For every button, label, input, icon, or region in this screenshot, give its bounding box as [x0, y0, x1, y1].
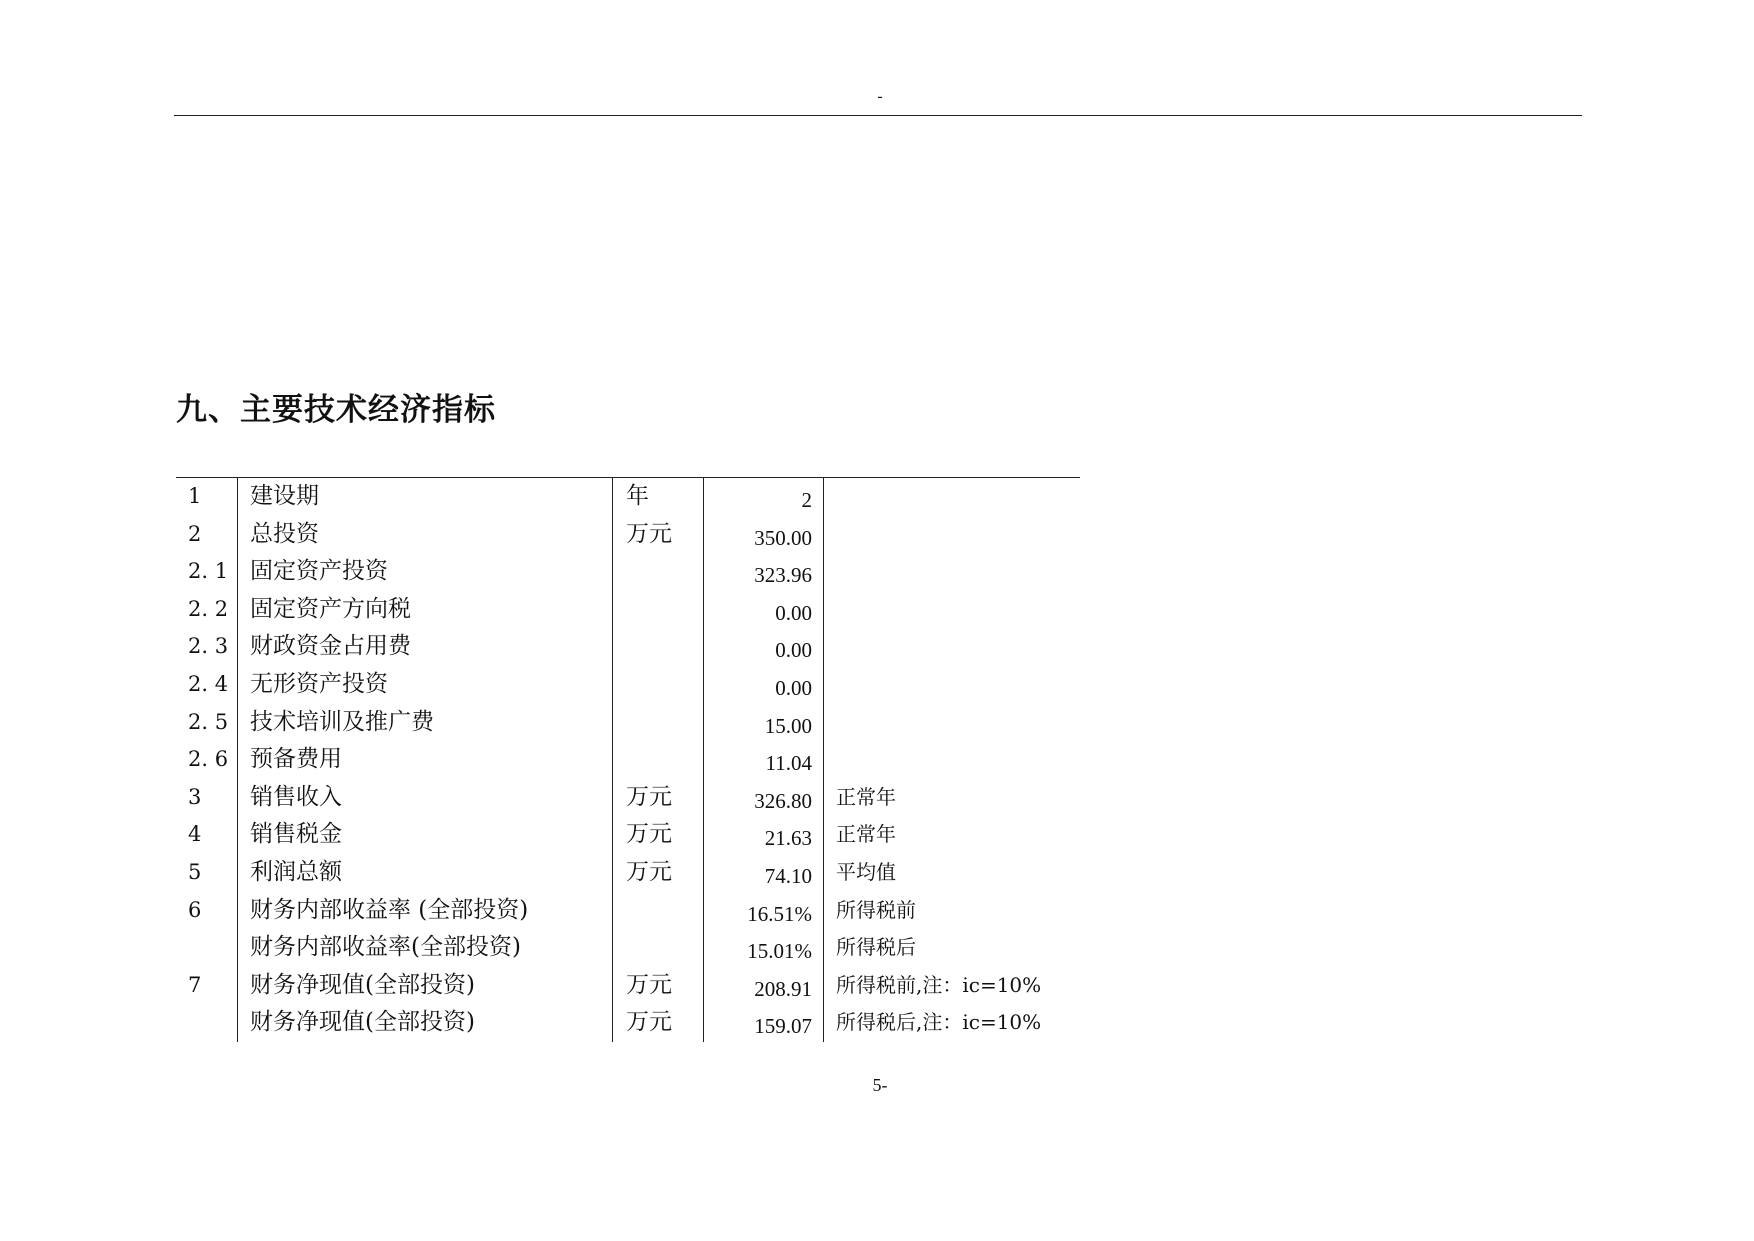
note: 所得税后,注：ic=10%	[836, 1010, 1042, 1035]
table-row	[176, 816, 1080, 854]
table-row	[176, 741, 1080, 779]
row-number: 2. 6	[188, 747, 229, 772]
unit: 万元	[626, 858, 672, 885]
indicator-name: 固定资产投资	[250, 558, 388, 585]
table-row	[176, 929, 1080, 967]
row-number: 3	[188, 784, 202, 809]
indicator-name: 销售税金	[250, 821, 342, 848]
note: 平均值	[836, 859, 896, 884]
unit: 万元	[626, 520, 672, 547]
page-header-mark: -	[877, 88, 883, 105]
table-row	[176, 779, 1080, 817]
note: 所得税前	[836, 897, 916, 922]
value: 16.51%	[747, 901, 812, 926]
indicator-name: 技术培训及推广费	[250, 708, 434, 735]
indicator-table	[176, 478, 1080, 1042]
page-number: 5-	[872, 1075, 888, 1095]
note: 所得税前,注：ic=10%	[836, 972, 1042, 997]
row-number: 2. 4	[188, 671, 229, 696]
row-number: 2. 5	[188, 709, 229, 734]
value: 0.00	[775, 675, 812, 700]
value: 11.04	[765, 751, 812, 776]
table-row	[176, 516, 1080, 554]
section-title: 九、主要技术经济指标	[176, 392, 496, 428]
table-row	[176, 854, 1080, 892]
table-row	[176, 892, 1080, 930]
indicator-name: 固定资产方向税	[250, 595, 411, 622]
table-row	[176, 553, 1080, 591]
value: 2	[801, 488, 812, 512]
value: 208.91	[754, 976, 812, 1001]
note: 正常年	[836, 784, 896, 809]
row-number: 1	[188, 484, 202, 508]
row-number: 5	[188, 859, 202, 884]
row-number: 2	[188, 521, 202, 546]
value: 0.00	[775, 600, 812, 625]
row-number: 2. 3	[188, 634, 229, 659]
row-number: 4	[188, 822, 202, 847]
value: 323.96	[754, 563, 812, 588]
unit: 年	[626, 483, 649, 509]
table-row	[176, 591, 1080, 629]
unit: 万元	[626, 821, 672, 848]
value: 350.00	[754, 525, 812, 550]
indicator-name: 建设期	[250, 483, 319, 509]
indicator-name: 财务内部收益率 (全部投资)	[250, 896, 529, 923]
value: 0.00	[775, 638, 812, 663]
table-row	[176, 967, 1080, 1005]
row-number: 6	[188, 897, 202, 922]
indicator-name: 总投资	[250, 520, 319, 547]
table-row	[176, 478, 1080, 516]
table-row	[176, 666, 1080, 704]
value: 159.07	[754, 1014, 812, 1039]
indicator-name: 财务内部收益率(全部投资)	[250, 934, 521, 961]
row-number: 2. 2	[188, 596, 229, 621]
value: 15.00	[764, 713, 812, 738]
value: 15.01%	[747, 939, 812, 964]
indicator-name: 财务净现值(全部投资)	[250, 1009, 475, 1036]
indicator-name: 销售收入	[250, 783, 342, 810]
unit: 万元	[626, 1009, 672, 1036]
value: 74.10	[764, 863, 812, 888]
value: 326.80	[754, 788, 812, 813]
header-rule	[174, 115, 1582, 116]
indicator-name: 无形资产投资	[250, 670, 388, 697]
table-row	[176, 1004, 1080, 1042]
row-number: 2. 1	[188, 559, 229, 584]
note: 所得税后	[836, 935, 916, 960]
indicator-name: 财政资金占用费	[250, 633, 411, 660]
indicator-name: 预备费用	[250, 746, 342, 773]
row-number: 7	[188, 972, 202, 997]
value: 21.63	[764, 826, 812, 851]
indicator-name: 利润总额	[250, 858, 342, 885]
unit: 万元	[626, 971, 672, 998]
note: 正常年	[836, 822, 896, 847]
indicator-name: 财务净现值(全部投资)	[250, 971, 475, 998]
table-row	[176, 704, 1080, 742]
unit: 万元	[626, 783, 672, 810]
table-row	[176, 628, 1080, 666]
